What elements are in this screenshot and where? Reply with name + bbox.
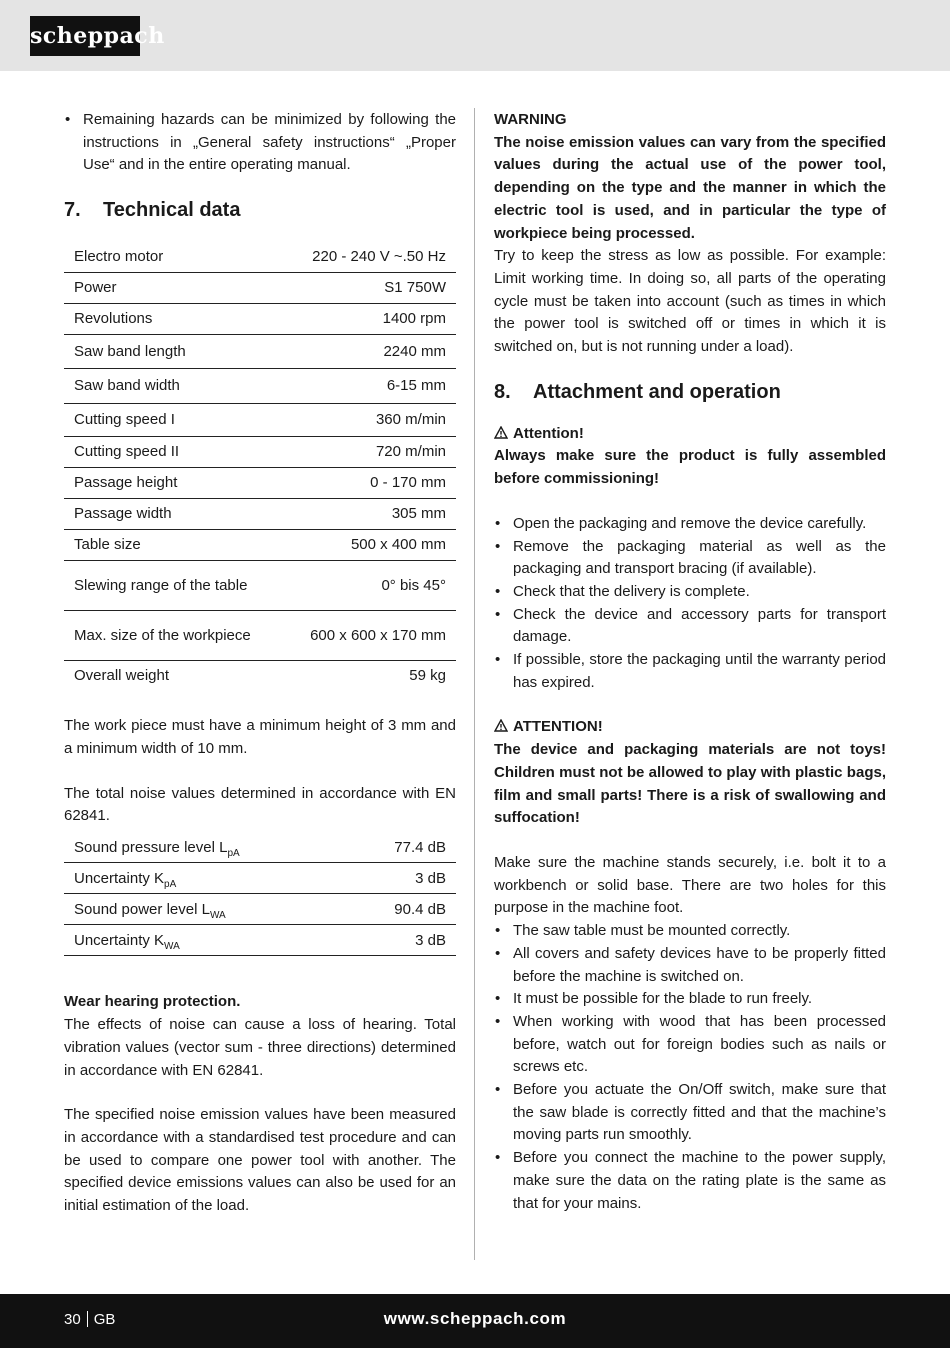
spec-label: Power [64, 272, 283, 303]
hearing-protection-heading: Wear hearing protection. [64, 993, 241, 1011]
technical-data-table [64, 241, 456, 691]
spec-label: Passage height [64, 467, 283, 498]
spec-value: 0° bis 45° [283, 560, 456, 610]
table-row [64, 925, 456, 956]
scheppach-logo: scheppach [30, 16, 140, 56]
noise-label-subscript: pA [164, 878, 177, 890]
list-item: • Check the device and accessory parts for transport damage. [494, 604, 886, 649]
noise-label-text: Sound pressure level L [74, 838, 228, 856]
noise-label-subscript: WA [164, 940, 180, 952]
right-column [494, 109, 886, 1215]
warning-bold-text: The noise emission values can vary from the specified values during the actual use of the power tool, depending on the type and the manner in which the electric tool is used, and in particular the type of workpiece being processed. [494, 133, 886, 242]
spec-value: 220 - 240 V ~.50 Hz [283, 241, 456, 272]
workpiece-text: The work piece must have a minimum height of 3 mm and a minimum width of 10 mm. [64, 717, 456, 757]
list-item: • Remaining hazards can be minimized by following the instructions in „General safety instructions“ „Proper Use“ and in the entire operating manual. [64, 109, 456, 177]
table-row [64, 894, 456, 925]
spec-value: 360 m/min [283, 403, 456, 436]
noise-table [64, 832, 456, 957]
list-item: • Open the packaging and remove the device carefully. [494, 513, 886, 536]
table-row [64, 832, 456, 863]
unpack-bullet-list [494, 513, 886, 695]
spec-label: Cutting speed I [64, 403, 283, 436]
warning-heading: WARNING [494, 111, 567, 128]
attention-text: Attention! [513, 424, 584, 442]
footer-bar [0, 1294, 950, 1348]
noise-label-text: Uncertainty K [74, 931, 165, 949]
noise-value: 90.4 dB [347, 894, 456, 925]
spec-label: Overall weight [74, 667, 170, 685]
list-item: • The saw table must be mounted correctly. [494, 920, 886, 943]
table-row [64, 241, 456, 272]
section-title: Attachment and operation [533, 380, 781, 403]
list-item: • All covers and safety devices have to be properly fitted before the machine is switched on. [494, 943, 886, 988]
spec-label: Passage width [64, 498, 283, 529]
spec-label: Electro motor [64, 241, 283, 272]
section-number: 8. [494, 380, 511, 403]
list-item: • Check that the delivery is complete. [494, 581, 886, 604]
noise-label-subscript: WA [209, 909, 226, 921]
spec-value: 6-15 mm [283, 368, 456, 403]
attention-label-1 [494, 423, 886, 446]
noise-label [64, 894, 347, 925]
emission-values-text: The specified noise emission values have been measured in accordance with a standardised test procedure and can be used to compare one power tool with another. The specified device emissions values can also be used for an initial estimation of the load. [64, 1106, 456, 1215]
attention-2-text: The device and packaging materials are not toys! Children must not be allowed to play with plastic bags, film and small parts! There is a risk of swallowing and suffocation! [494, 741, 886, 827]
warning-triangle-icon [494, 426, 508, 439]
noise-label [64, 925, 347, 956]
noise-label [64, 832, 347, 863]
header-bar [0, 0, 950, 71]
spec-label: Table size [64, 529, 283, 560]
table-row [64, 610, 456, 660]
table-row [64, 272, 456, 303]
table-row [64, 467, 456, 498]
section-heading-technical-data [64, 197, 456, 223]
table-row [64, 334, 456, 368]
section-heading-attachment [494, 379, 886, 405]
noise-label [64, 863, 347, 894]
table-row [64, 660, 456, 691]
table-row [64, 368, 456, 403]
list-item: • It must be possible for the blade to run freely. [494, 988, 886, 1011]
spec-label: Max. size of the workpiece [64, 610, 283, 660]
spec-value: 1400 rpm [283, 303, 456, 334]
spec-label: Revolutions [64, 303, 283, 334]
table-row [64, 436, 456, 467]
spec-label: Saw band width [64, 368, 283, 403]
table-row [64, 560, 456, 610]
table-row [64, 403, 456, 436]
noise-value: 77.4 dB [347, 832, 456, 863]
warning-triangle-icon [494, 719, 508, 732]
list-item: • Remove the packaging material as well as the packaging and transport bracing (if available). [494, 536, 886, 581]
attention-label-2 [494, 716, 886, 739]
setup-text: Make sure the machine stands securely, i.e. bolt it to a workbench or solid base. There are two holes for this purpose in the machine foot. [494, 853, 886, 917]
noise-label-text: Sound power level L [74, 900, 210, 918]
spec-value: 2240 mm [283, 334, 456, 368]
noise-value: 3 dB [347, 863, 456, 894]
table-row [64, 303, 456, 334]
left-column [64, 109, 456, 1218]
list-item: • Before you connect the machine to the power supply, make sure the data on the rating plate is the same as that for your mains. [494, 1147, 886, 1215]
spec-value: 500 x 400 mm [283, 529, 456, 560]
spec-value: S1 750W [283, 272, 456, 303]
section-title: Technical data [103, 199, 241, 222]
spec-value: 305 mm [283, 498, 456, 529]
spec-label: Cutting speed II [64, 436, 283, 467]
noise-label-subscript: pA [227, 847, 240, 859]
spec-value: 0 - 170 mm [283, 467, 456, 498]
setup-bullet-list [494, 920, 886, 1215]
spec-value: 59 kg [409, 667, 446, 685]
page-number-value: 30 [64, 1311, 81, 1328]
list-item: • If possible, store the packaging until the warranty period has expired. [494, 649, 886, 694]
intro-bullet-list [64, 109, 456, 177]
table-row [64, 498, 456, 529]
spec-value: 720 m/min [283, 436, 456, 467]
warning-text: Try to keep the stress as low as possible. For example: Limit working time. In doing so, all parts of the operating cycle must be taken into account (such as times in which the power tool is switched off or times in which it is switched on, but is not running under a load). [494, 247, 886, 356]
language-code: GB [93, 1311, 116, 1328]
spec-value: 600 x 600 x 170 mm [283, 610, 456, 660]
noise-label-text: Uncertainty K [74, 869, 165, 887]
attention-text: ATTENTION! [513, 718, 603, 736]
section-number: 7. [64, 199, 81, 222]
website-link[interactable]: www.scheppach.com [383, 1309, 567, 1328]
hearing-protection-text: The effects of noise can cause a loss of hearing. Total vibration values (vector sum - three directions) determined in accordance with EN 62841. [64, 1016, 456, 1079]
column-divider [474, 108, 475, 1260]
list-item: • Before you actuate the On/Off switch, make sure that the saw blade is correctly fitted and that the machine’s moving parts run smoothly. [494, 1079, 886, 1147]
noise-value: 3 dB [347, 925, 456, 956]
attention-1-text: Always make sure the product is fully assembled before commissioning! [494, 447, 886, 488]
table-row [64, 529, 456, 560]
spec-label: Saw band length [64, 334, 283, 368]
list-item: • When working with wood that has been processed before, watch out for foreign bodies such as nails or screws etc. [494, 1011, 886, 1079]
spec-label: Slewing range of the table [64, 560, 283, 610]
noise-intro-text: The total noise values determined in accordance with EN 62841. [64, 784, 456, 825]
table-row [64, 863, 456, 894]
